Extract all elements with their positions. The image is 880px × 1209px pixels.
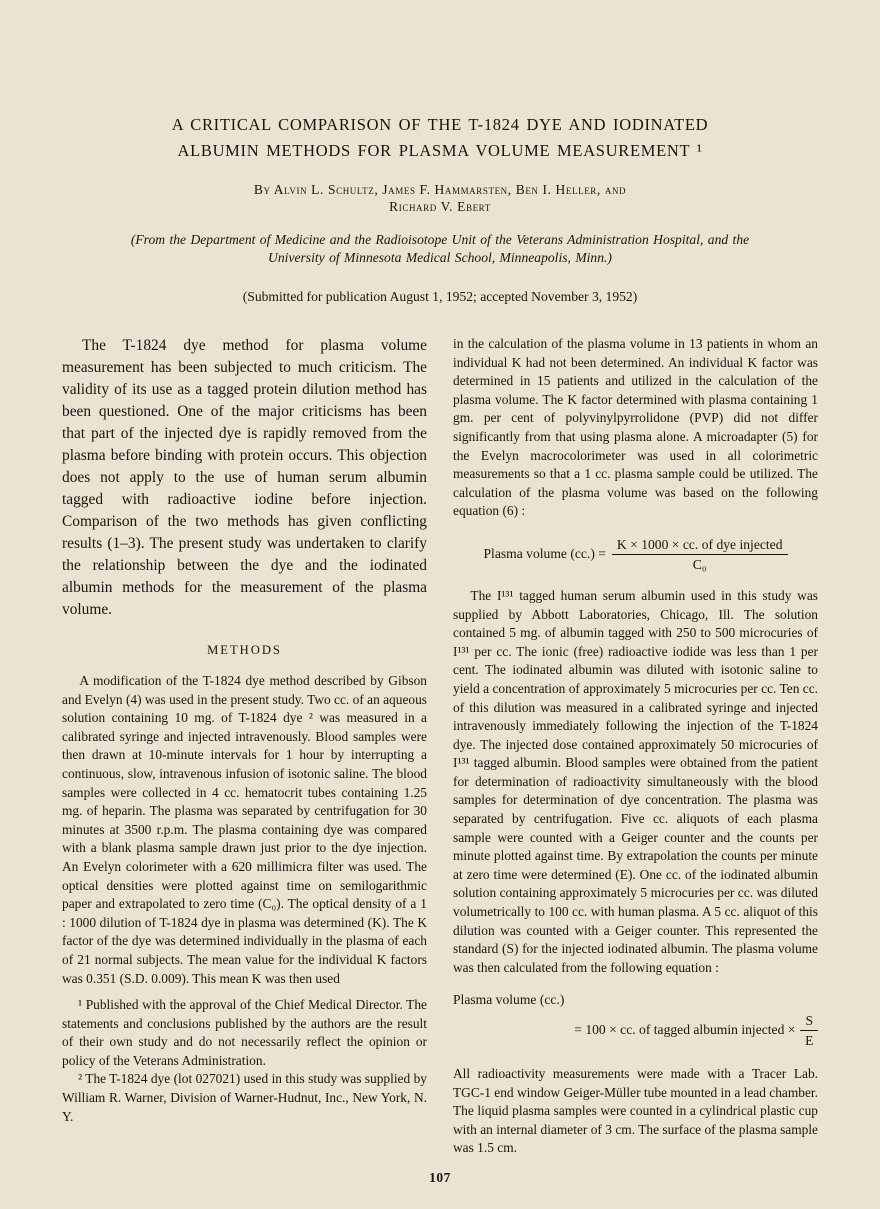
page-footer — [0, 1169, 880, 1187]
fraction-denominator: C₀ — [692, 556, 707, 572]
article-title — [62, 112, 818, 164]
equation-fraction — [612, 536, 788, 573]
fraction-numerator: K × 1000 × cc. of dye injected — [612, 536, 788, 555]
radioactivity-measurements-paragraph: All radioactivity measurements were made with a Tracer Lab. TGC-1 end window Geiger-Müller tube mounted in a lead chamber. The liquid plasma samples were counted in a cylindrical plastic cup with an internal diameter of 3 cm. The surface of the plasma sample was 1.5 cm. — [453, 1066, 818, 1156]
equation-line-2 — [453, 1012, 818, 1049]
footnote-1: ¹ Published with the approval of the Chief Medical Director. The statements and conclusions published by the authors are the result of their own study and do not necessarily reflect the opinion or policy of the Veterans Administration. — [62, 997, 427, 1068]
byline-line-2: Richard V. Ebert — [389, 199, 491, 214]
equation-line-1: Plasma volume (cc.) — [453, 992, 565, 1008]
fraction-denominator: E — [805, 1033, 814, 1048]
left-column — [62, 335, 427, 1158]
intro-paragraph: The T-1824 dye method for plasma volume measurement has been subjected to much criticism. The validity of its use as a tagged protein dilution method has been questioned. One of the major criticisms has been that part of the injected dye is rapidly removed from the plasma before binding with protein occurs. This objection does not apply to the use of human serum albumin tagged with radioactive iodine before injection. Comparison of the two methods has given conflicting results (1–3). The present study was undertaken to clarify the relationship between the dye and the iodinated albumin methods for the measurement of the plasma volume. — [62, 337, 427, 618]
equation-rhs: = 100 × cc. of tagged albumin injected × — [574, 1022, 796, 1038]
methods-paragraph: A modification of the T-1824 dye method described by Gibson and Evelyn (4) was used in the present study. Two cc. of an aqueous solution containing 10 mg. of T-1824 dye ² was measured in a calibrated syringe and injected intravenously. Blood samples were then drawn at 10-minute intervals for 1 hour by interrupting a continuous, slow, intravenous infusion of isotonic saline. The blood samples were collected in 4 cc. hematocrit tubes containing 1.25 mg. of heparin. The plasma was separated by centrifugation for 30 minutes at 3500 r.p.m. The plasma containing dye was compared with a blank plasma sample drawn just prior to the dye injection. An Evelyn colorimeter with a 620 millimicra filter was used. The optical densities were plotted against time on semilogarithmic paper and extrapolated to zero time (C₀). The optical density of a 1 : 1000 dilution of T-1824 dye in plasma was determined (K). The K factor of the dye was determined individually in the plasma of each of 21 normal subjects. The mean value for the individual K factors was 0.351 (S.D. 0.009). This mean K was then used — [62, 673, 427, 986]
submission-note: (Submitted for publication August 1, 1952; accepted November 3, 1952) — [242, 289, 638, 304]
title-line-1: A CRITICAL COMPARISON OF THE T-1824 DYE AND IODINATED — [171, 115, 709, 134]
affiliation-note: (From the Department of Medicine and the Radioisotope Unit of the Veterans Administration Hospital, and the University of Minnesota Medical School, Minneapolis, Minn.) — [130, 232, 750, 265]
page-number: 107 — [429, 1170, 451, 1185]
article-header — [62, 112, 818, 305]
equation-lhs: Plasma volume (cc.) = — [483, 546, 606, 562]
methods-heading: METHODS — [207, 643, 282, 657]
albumin-plasma-volume-equation — [453, 991, 818, 1049]
footnotes-block — [62, 996, 427, 1126]
two-column-body — [62, 335, 818, 1158]
title-line-2: ALBUMIN METHODS FOR PLASMA VOLUME MEASUREMENT ¹ — [177, 141, 703, 160]
iodinated-albumin-paragraph: The I¹³¹ tagged human serum albumin used in this study was supplied by Abbott Laboratories, Chicago, Ill. The solution contained 5 mg. of albumin tagged with 250 to 500 microcuries of I¹³¹ per cc. The ionic (free) radioactive iodide was less than 1 per cent. The iodinated albumin was diluted with isotonic saline to yield a concentration of approximately 5 microcuries per cc. Ten cc. of this dilution was measured in a calibrated syringe and injected intravenously immediately following the injection of the T-1824 dye. The injected dose contained approximately 50 microcuries of I¹³¹ tagged albumin. Blood samples were obtained from the patient for determination of radioactivity simultaneously with the blood samples for determination of dye concentration. The plasma was separated by centrifugation. Five cc. aliquots of each plasma sample were counted with a Geiger counter and the counts per minute plotted against time. By extrapolation the counts per minute at zero time were determined (E). One cc. of the iodinated albumin solution containing approximately 5 microcuries per cc. was diluted volumetrically to 100 cc. with human plasma. A 5 cc. aliquot of this dilution was counted with a Geiger counter. This represented the standard (S) for the injected iodinated albumin. The plasma volume was then calculated from the following equation : — [453, 587, 818, 975]
fraction-numerator: S — [800, 1012, 818, 1031]
footnote-2: ² The T-1824 dye (lot 027021) used in this study was supplied by William R. Warner, Division of Warner-Hudnut, Inc., New York, N. Y. — [62, 1071, 427, 1124]
byline-line-1: By Alvin L. Schultz, James F. Hammarsten, Ben I. Heller, and — [253, 182, 627, 197]
dye-plasma-volume-equation — [453, 536, 818, 573]
byline — [62, 181, 818, 215]
continuation-paragraph: in the calculation of the plasma volume in 13 patients in whom an individual K had not been determined. An individual K factor was determined in 15 patients and utilized in the calculation of the plasma volume. The K factor determined with plasma containing 1 gm. per cent of polyvinylpyrrolidone (PVP) did not differ significantly from that using plasma alone. A microadapter (5) for the Evelyn macrocolorimeter was used in all colorimetric measurements so that a 1 cc. plasma sample could be utilized. The calculation of the plasma volume was based on the following equation (6) : — [453, 336, 818, 519]
right-column — [453, 335, 818, 1158]
equation-fraction — [800, 1012, 818, 1049]
